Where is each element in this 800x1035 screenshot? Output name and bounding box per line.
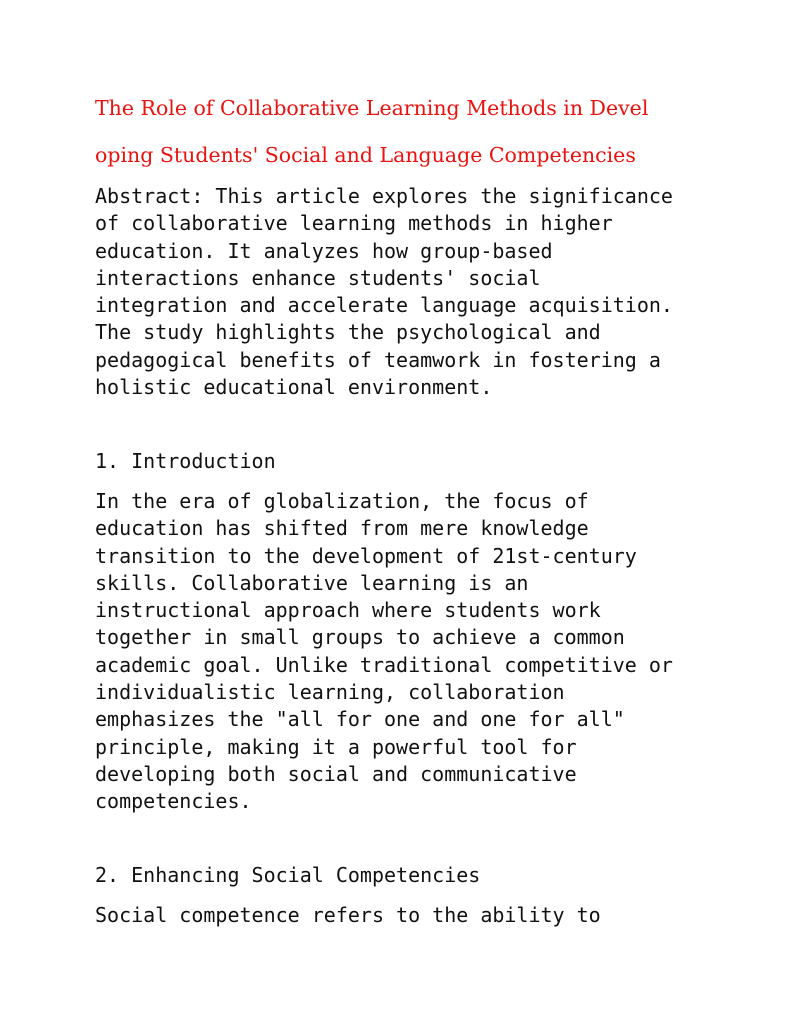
document-title-line-1: The Role of Collaborative Learning Methods in Devel [95,96,649,120]
section-heading-introduction [95,448,735,475]
paragraph-line: In the era of globalization, the focus of [95,489,589,513]
abstract-line: education. It analyzes how group-based [95,238,553,263]
paragraph-line: together in small groups to achieve a common [95,625,625,650]
section-heading: 1. Introduction [95,449,276,473]
paragraph-line: principle, making it a powerful tool for [95,734,577,759]
paragraph-line: developing both social and communicative [95,761,577,786]
abstract-line: The study highlights the psychological and [95,320,601,345]
introduction-paragraph [95,488,735,816]
abstract-line: of collaborative learning methods in higher [95,211,613,236]
abstract-line: holistic educational environment. [95,375,493,400]
paragraph-line: Social competence refers to the ability to [95,903,601,927]
document-title-line-2: oping Students' Social and Language Competencies [95,143,636,167]
section-heading: 2. Enhancing Social Competencies [95,863,481,887]
paragraph-line: transition to the development of 21st-century [95,543,637,568]
abstract-line: interactions enhance students' social [95,265,541,290]
abstract-line: integration and accelerate language acquisition. [95,293,673,318]
paragraph-line: individualistic learning, collaboration [95,680,565,705]
paragraph-line: academic goal. Unlike traditional competitive or [95,652,673,677]
paragraph-line: competencies. [95,789,252,814]
abstract-paragraph [95,183,735,401]
abstract-line: Abstract: This article explores the significance [95,184,673,208]
paragraph-line: education has shifted from mere knowledge [95,516,589,541]
paragraph-line: skills. Collaborative learning is an [95,570,529,595]
abstract-line: pedagogical benefits of teamwork in fostering a [95,347,661,372]
social-competencies-paragraph [95,902,735,929]
paragraph-line: emphasizes the "all for one and one for all" [95,707,625,732]
paragraph-line: instructional approach where students work [95,598,601,623]
section-heading-social-competencies [95,862,735,889]
